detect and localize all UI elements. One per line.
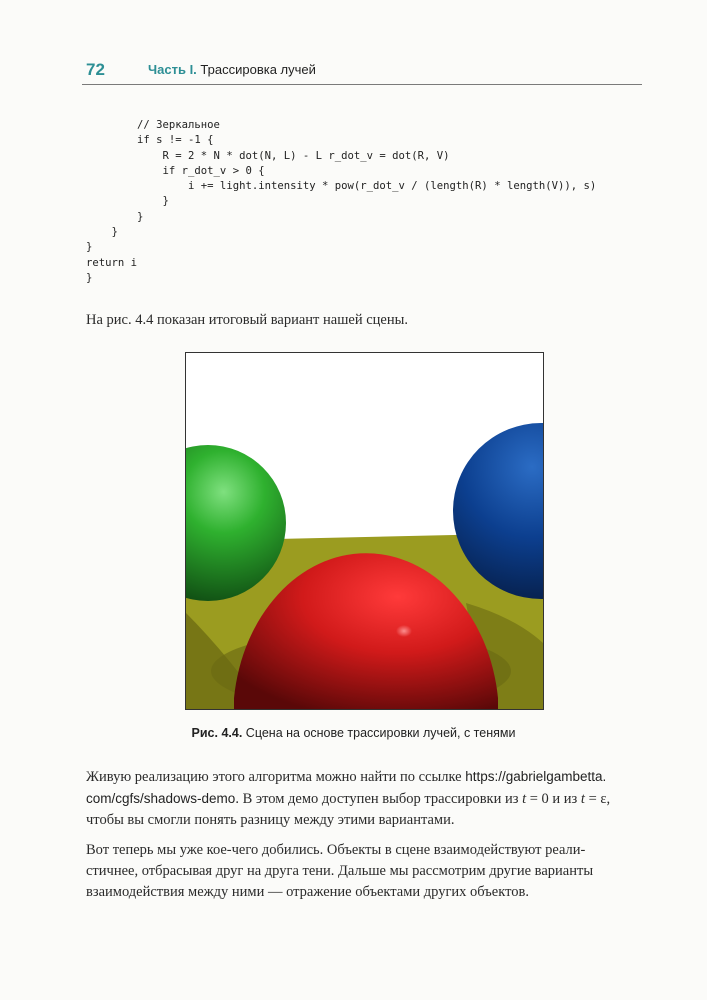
code-line: if r_dot_v > 0 { (86, 164, 265, 177)
code-line: if s != -1 { (86, 134, 214, 147)
text-span: Вот теперь мы уже кое-чего добились. Объекты в сцене взаимодействуют реали- (86, 842, 586, 858)
text-span: = ε, (588, 791, 611, 807)
code-block (86, 118, 646, 286)
code-line: } (86, 226, 118, 239)
text-span: чтобы вы смогли понять разницу между этими вариантами. (86, 812, 455, 828)
code-line: } (86, 241, 93, 254)
text-span: Живую реализацию этого алгоритма можно найти по ссылке (86, 769, 462, 785)
running-header (82, 60, 642, 86)
figure-4-4-image (185, 352, 544, 710)
text-span: = 0 и из (529, 791, 578, 807)
part-label: Часть I. (148, 62, 197, 77)
figure-caption (0, 726, 707, 740)
math-var: t (522, 791, 527, 807)
text-span: взаимодействия между ними — отражение объектами других объектов. (86, 884, 529, 900)
code-line: return i (86, 256, 138, 269)
specular-highlight (396, 625, 412, 637)
code-line: R = 2 * N * dot(N, L) - L r_dot_v = dot(R, V) (86, 149, 450, 162)
demo-link[interactable]: https://gabrielgambetta. (465, 769, 607, 784)
code-line: } (86, 210, 144, 223)
intro-paragraph: На рис. 4.4 показан итоговый вариант нашей сцены. (86, 312, 408, 328)
paragraph-live-demo (86, 766, 642, 831)
code-line: } (86, 271, 93, 284)
text-span: . В этом демо доступен выбор трассировки из (235, 791, 519, 807)
page-number: 72 (86, 60, 105, 79)
math-var: t (580, 791, 585, 807)
code-line: } (86, 195, 169, 208)
text-span: стичнее, отбрасывая друг на друга тени. Дальше мы рассмотрим другие варианты (86, 863, 594, 879)
paragraph-conclusion (86, 840, 642, 903)
running-head-title (148, 62, 316, 77)
part-title: Трассировка лучей (200, 62, 316, 77)
code-line: // Зеркальное (86, 119, 220, 131)
demo-link-continued[interactable]: com/cgfs/shadows-demo (86, 791, 236, 806)
header-rule (82, 84, 642, 85)
ray-traced-scene (186, 353, 543, 709)
caption-label: Рис. 4.4. (191, 726, 243, 740)
code-line: i += light.intensity * pow(r_dot_v / (length(R) * length(V)), s) (86, 180, 597, 193)
caption-text: Сцена на основе трассировки лучей, с тенями (245, 726, 516, 740)
